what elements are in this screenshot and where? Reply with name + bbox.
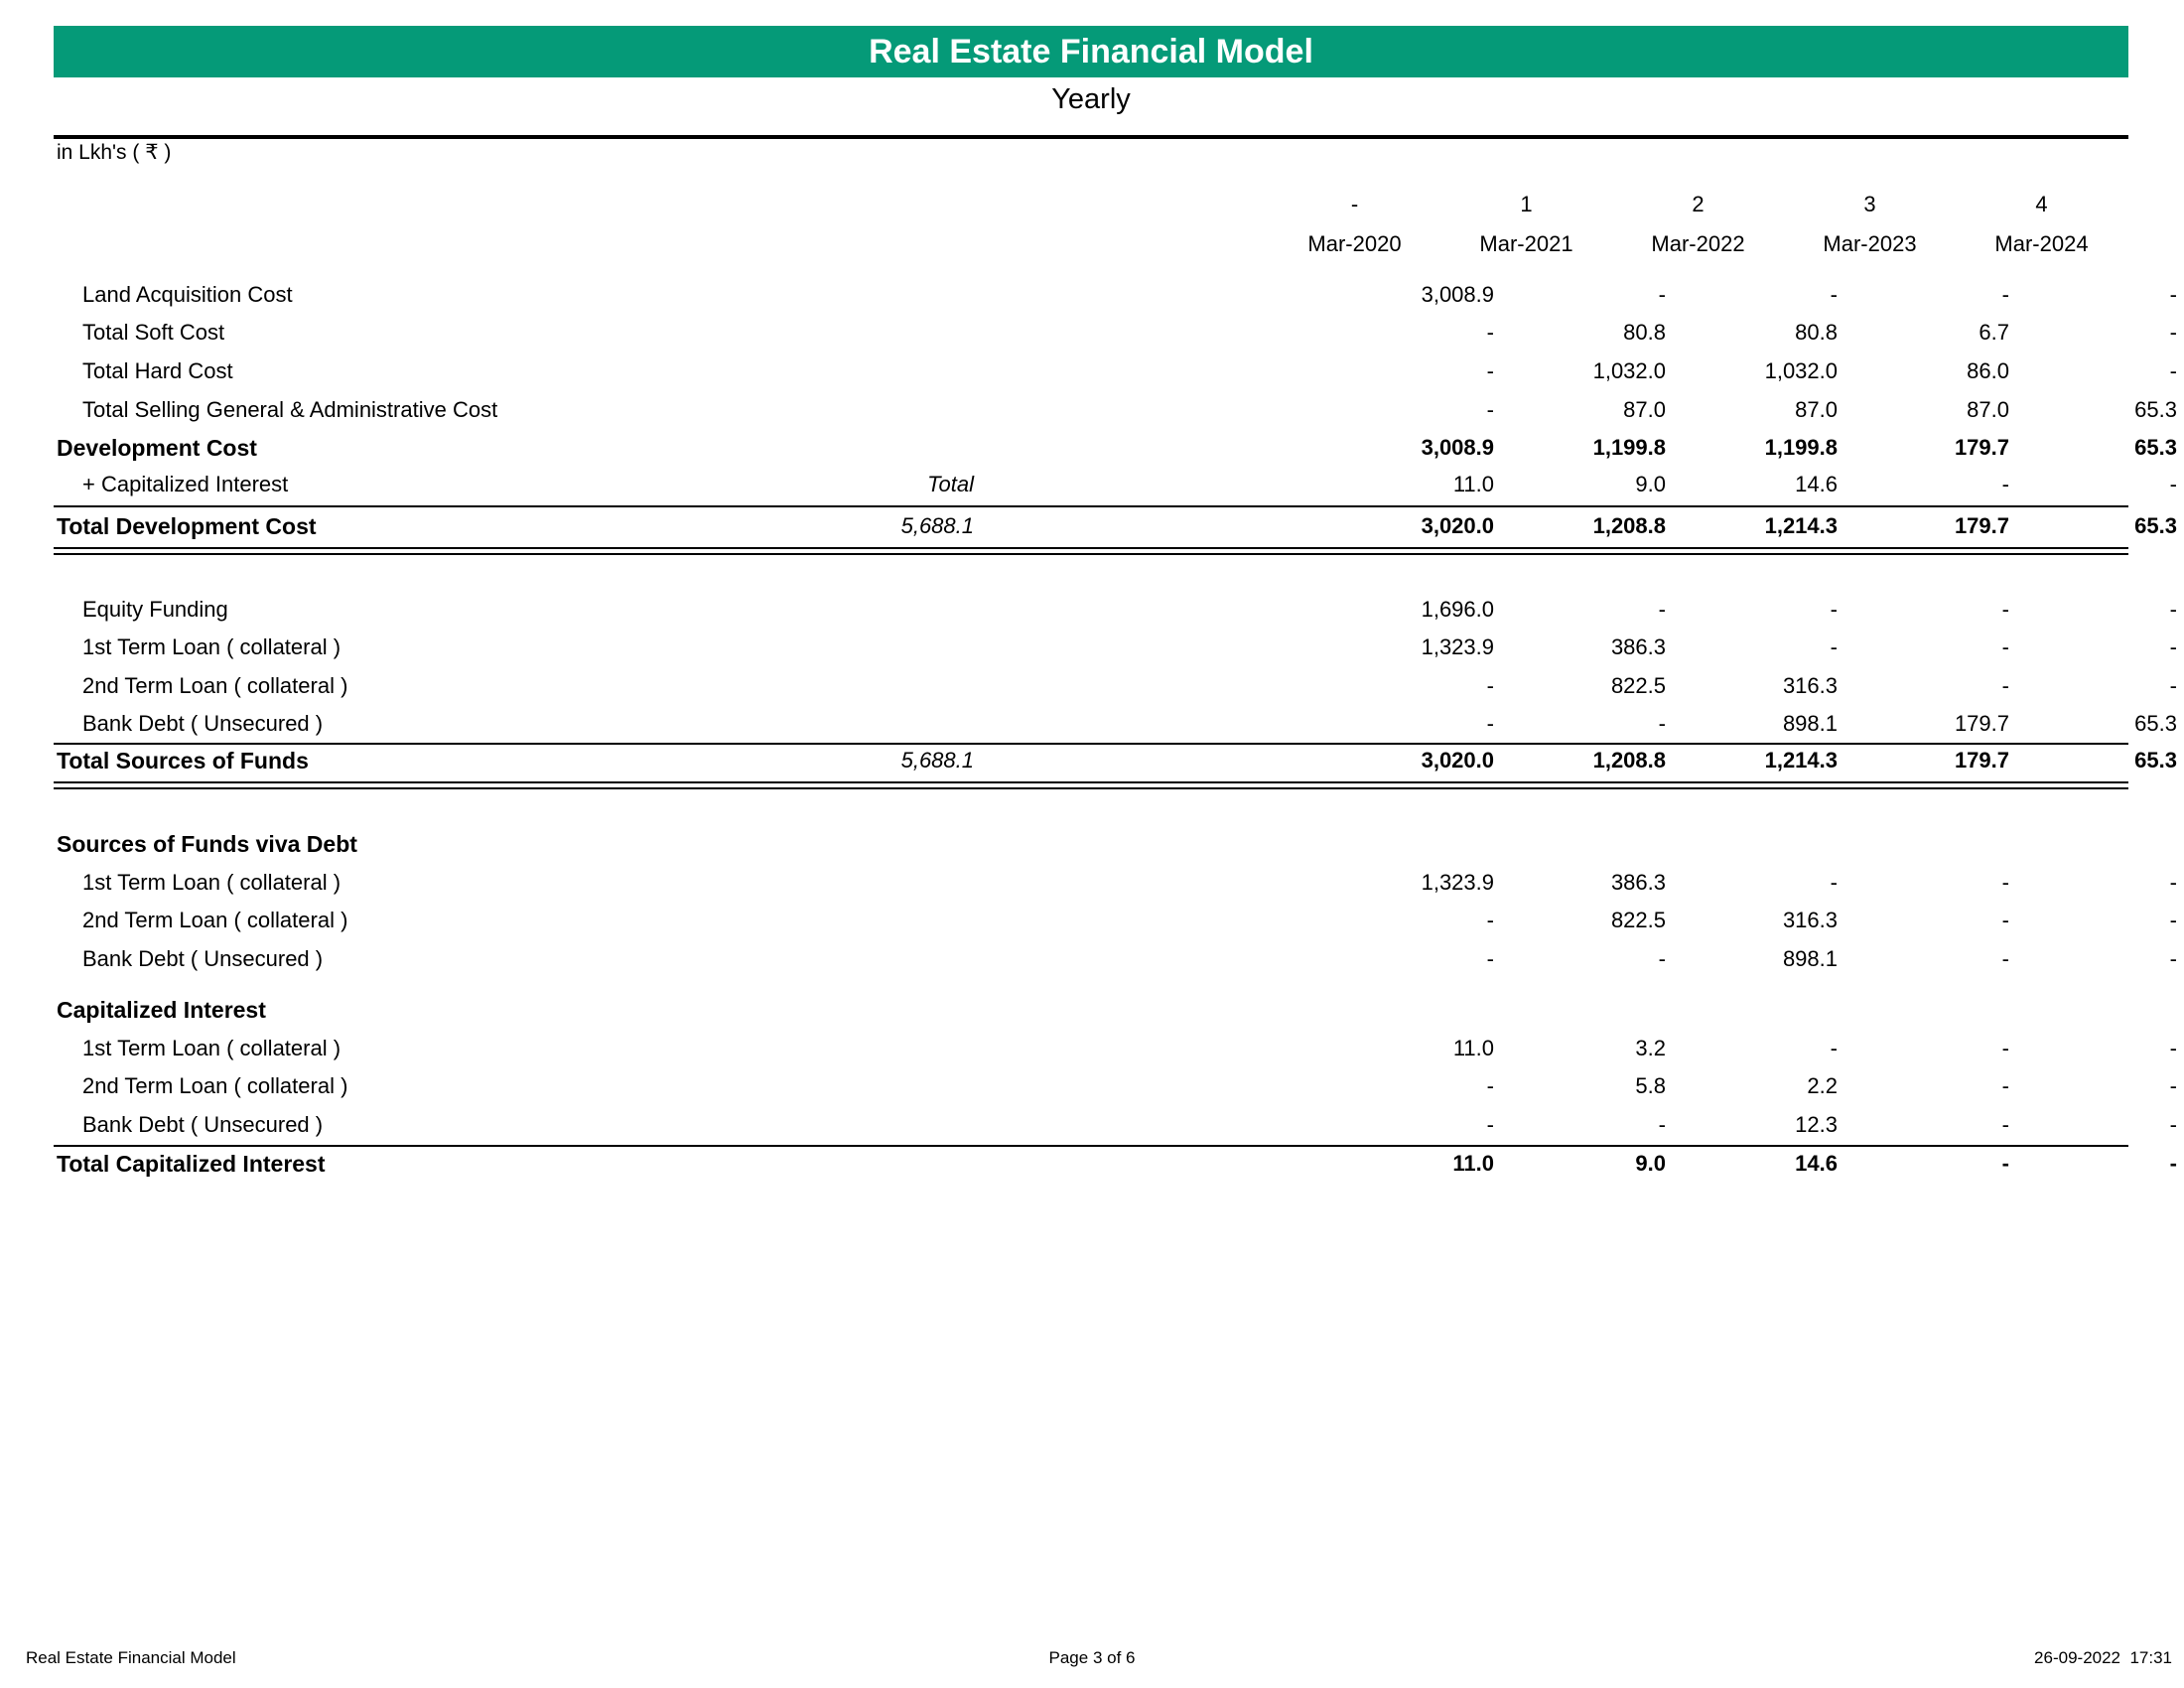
cell: 179.7 <box>1954 711 2009 736</box>
row-development-cost <box>54 432 2177 464</box>
cell: - <box>2169 946 2177 971</box>
row-second-term-loan <box>54 670 2177 702</box>
row-label: Total Selling General & Administrative Cost <box>82 397 498 422</box>
row-label: Equity Funding <box>82 597 228 622</box>
cell: - <box>2169 472 2177 496</box>
cell: 898.1 <box>1782 946 1838 971</box>
cell: 87.0 <box>1967 397 2009 422</box>
row-label: 1st Term Loan ( collateral ) <box>82 870 341 895</box>
row-label: 2nd Term Loan ( collateral ) <box>82 908 348 932</box>
col-date-0: Mar-2020 <box>1307 231 1402 256</box>
cell: - <box>2169 597 2177 622</box>
cell: - <box>1658 1112 1666 1137</box>
row-total-capitalized-interest <box>54 1148 2177 1180</box>
cell: - <box>1486 1073 1494 1098</box>
cell: 11.0 <box>1452 1036 1494 1060</box>
row-label: Development Cost <box>57 435 257 461</box>
cell: - <box>2169 634 2177 659</box>
cell: 179.7 <box>1954 513 2009 538</box>
cell: - <box>2001 282 2009 307</box>
footer-page-number: Page 3 of 6 <box>1048 1648 1136 1667</box>
row-total-development-cost <box>54 510 2177 542</box>
cell: - <box>2001 1073 2009 1098</box>
cell: 3,020.0 <box>1421 513 1494 538</box>
total-double-rule <box>54 781 2128 789</box>
cell: 1,208.8 <box>1592 513 1666 538</box>
row-total-soft-cost <box>54 317 2177 349</box>
row-land-acquisition-cost <box>54 279 2177 311</box>
cell: - <box>1486 673 1494 698</box>
row-debt-bank-debt <box>54 943 2177 975</box>
section-title: Sources of Funds viva Debt <box>57 831 357 857</box>
cell: - <box>1830 597 1838 622</box>
cell: - <box>1830 634 1838 659</box>
section-title: Capitalized Interest <box>57 997 266 1023</box>
cell: 1,199.8 <box>1764 435 1838 460</box>
cell: 1,696.0 <box>1421 597 1494 622</box>
cell: 9.0 <box>1635 472 1666 496</box>
row-label: Total Hard Cost <box>82 358 233 383</box>
row-total-sources-of-funds <box>54 745 2177 776</box>
section-heading-capitalized <box>54 994 2128 1026</box>
row-label: Bank Debt ( Unsecured ) <box>82 946 324 971</box>
cell: - <box>1486 946 1494 971</box>
cell: 6.7 <box>1979 320 2009 345</box>
cell: - <box>2169 870 2177 895</box>
col-date-3: Mar-2023 <box>1823 231 1917 256</box>
cell: - <box>1830 1036 1838 1060</box>
row-label: 1st Term Loan ( collateral ) <box>82 1036 341 1060</box>
cell: - <box>1830 870 1838 895</box>
col-date-1: Mar-2021 <box>1479 231 1573 256</box>
cell: 822.5 <box>1610 908 1666 932</box>
cell: 65.3 <box>2134 435 2177 460</box>
col-index-1: 1 <box>1520 192 1533 216</box>
cell: 386.3 <box>1610 634 1666 659</box>
cell: - <box>2001 946 2009 971</box>
total-note: 5,688.1 <box>900 748 974 773</box>
cell: - <box>1486 1112 1494 1137</box>
cell: 3,008.9 <box>1421 282 1494 307</box>
cell: 86.0 <box>1967 358 2009 383</box>
cell: 87.0 <box>1623 397 1666 422</box>
row-label: 2nd Term Loan ( collateral ) <box>82 673 348 698</box>
cell: - <box>2169 358 2177 383</box>
cell: 9.0 <box>1635 1151 1666 1176</box>
row-label: + Capitalized Interest <box>82 472 289 496</box>
col-date-4: Mar-2024 <box>1994 231 2089 256</box>
cell: - <box>1486 320 1494 345</box>
cell: 1,323.9 <box>1421 870 1494 895</box>
cell: 12.3 <box>1795 1112 1838 1137</box>
total-double-rule <box>54 547 2128 555</box>
cell: - <box>1830 282 1838 307</box>
cell: 1,323.9 <box>1421 634 1494 659</box>
total-note: Total <box>927 472 974 496</box>
row-total-hard-cost <box>54 355 2177 387</box>
row-first-term-loan <box>54 632 2177 663</box>
row-label: Total Capitalized Interest <box>57 1151 326 1177</box>
cell: 2.2 <box>1807 1073 1838 1098</box>
cell: - <box>2169 1073 2177 1098</box>
cell: - <box>1486 358 1494 383</box>
col-date-2: Mar-2022 <box>1651 231 1745 256</box>
cell: - <box>2169 1112 2177 1137</box>
row-debt-first-term-loan <box>54 867 2177 899</box>
report-title: Real Estate Financial Model <box>54 26 2128 77</box>
section-heading-debt <box>54 828 2128 860</box>
row-label: Total Sources of Funds <box>57 748 309 774</box>
cell: 3,008.9 <box>1421 435 1494 460</box>
cell: - <box>2001 472 2009 496</box>
cell: 1,032.0 <box>1592 358 1666 383</box>
cell: 1,214.3 <box>1764 513 1838 538</box>
row-bank-debt <box>54 708 2177 740</box>
cell: - <box>2001 1112 2009 1137</box>
footer-timestamp: 26-09-2022 17:31 <box>2034 1648 2172 1667</box>
cell: 3.2 <box>1635 1036 1666 1060</box>
row-capitalized-interest <box>54 469 2177 500</box>
cell: 898.1 <box>1782 711 1838 736</box>
cell: 65.3 <box>2134 711 2177 736</box>
cell: 822.5 <box>1610 673 1666 698</box>
cell: - <box>2001 634 2009 659</box>
row-ci-first-term-loan <box>54 1033 2177 1064</box>
cell: - <box>1658 282 1666 307</box>
cell: - <box>1658 946 1666 971</box>
report-subtitle: Yearly <box>1051 83 1131 115</box>
row-ci-bank-debt <box>54 1109 2177 1141</box>
row-label: 1st Term Loan ( collateral ) <box>82 634 341 659</box>
col-index-2: 2 <box>1692 192 1705 216</box>
cell: 316.3 <box>1782 673 1838 698</box>
row-label: Land Acquisition Cost <box>82 282 293 307</box>
cell: 3,020.0 <box>1421 748 1494 773</box>
cell: 1,208.8 <box>1592 748 1666 773</box>
cell: 11.0 <box>1452 1151 1494 1176</box>
cell: - <box>2001 908 2009 932</box>
cell: - <box>2169 1151 2177 1176</box>
cell: 11.0 <box>1452 472 1494 496</box>
cell: - <box>2001 1036 2009 1060</box>
header-rule <box>54 135 2128 139</box>
subtotal-rule <box>54 505 2128 507</box>
cell: 80.8 <box>1795 320 1838 345</box>
cell: - <box>2001 1151 2009 1176</box>
cell: - <box>1658 711 1666 736</box>
cell: - <box>2169 673 2177 698</box>
cell: 65.3 <box>2134 748 2177 773</box>
cell: 1,032.0 <box>1764 358 1838 383</box>
row-label: Bank Debt ( Unsecured ) <box>82 1112 324 1137</box>
footer-title: Real Estate Financial Model <box>26 1648 236 1667</box>
cell: - <box>1486 397 1494 422</box>
cell: 316.3 <box>1782 908 1838 932</box>
total-note: 5,688.1 <box>900 513 974 538</box>
col-index-3: 3 <box>1863 192 1876 216</box>
cell: 80.8 <box>1623 320 1666 345</box>
col-index-4: 4 <box>2035 192 2048 216</box>
row-label: Bank Debt ( Unsecured ) <box>82 711 324 736</box>
cell: 386.3 <box>1610 870 1666 895</box>
col-index-0: - <box>1350 192 1359 216</box>
cell: 1,214.3 <box>1764 748 1838 773</box>
cell: - <box>2001 673 2009 698</box>
cell: - <box>2169 320 2177 345</box>
units-label: in Lkh's ( ₹ ) <box>57 141 172 164</box>
cell: - <box>1658 597 1666 622</box>
row-label: 2nd Term Loan ( collateral ) <box>82 1073 348 1098</box>
cell: 87.0 <box>1795 397 1838 422</box>
cell: - <box>2169 282 2177 307</box>
cell: 179.7 <box>1954 748 2009 773</box>
row-ci-second-term-loan <box>54 1070 2177 1102</box>
cell: 179.7 <box>1954 435 2009 460</box>
cell: - <box>2001 870 2009 895</box>
cell: 65.3 <box>2134 513 2177 538</box>
subtotal-rule <box>54 1145 2128 1147</box>
cell: - <box>1486 711 1494 736</box>
row-total-sga-cost <box>54 394 2177 426</box>
cell: - <box>2001 597 2009 622</box>
row-debt-second-term-loan <box>54 905 2177 936</box>
cell: - <box>2169 1036 2177 1060</box>
cell: 65.3 <box>2134 397 2177 422</box>
cell: - <box>1486 908 1494 932</box>
cell: 5.8 <box>1635 1073 1666 1098</box>
cell: 14.6 <box>1795 1151 1838 1176</box>
row-label: Total Soft Cost <box>82 320 225 345</box>
cell: - <box>2169 908 2177 932</box>
row-equity-funding <box>54 594 2177 626</box>
row-label: Total Development Cost <box>57 513 317 539</box>
cell: 14.6 <box>1795 472 1838 496</box>
cell: 1,199.8 <box>1592 435 1666 460</box>
